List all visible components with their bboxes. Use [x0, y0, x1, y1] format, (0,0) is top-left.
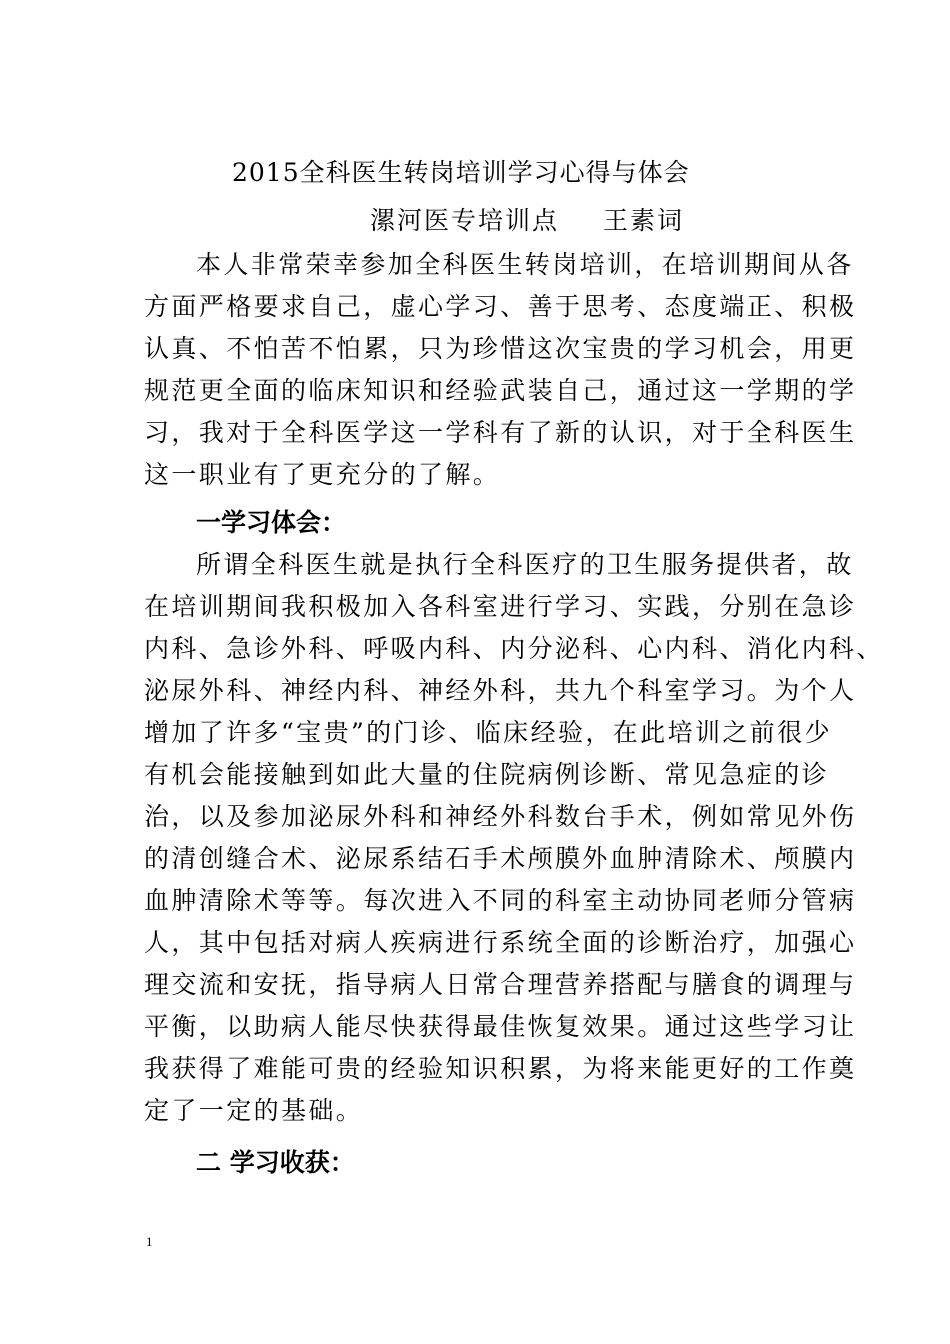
- paragraph-line: 定了一定的基础。: [144, 1096, 364, 1125]
- paragraph-line: 血肿清除术等等。每次进入不同的科室主动协同老师分管病: [144, 886, 857, 915]
- section-heading: 二 学习收获：: [196, 1148, 355, 1177]
- author-name: 王素词: [603, 206, 685, 235]
- paragraph-line: 内科、急诊外科、呼吸内科、内分泌科、心内科、消化内科、: [144, 634, 884, 663]
- paragraph-line: 认真、不怕苦不怕累，只为珍惜这次宝贵的学习机会，用更: [144, 334, 857, 363]
- paragraph-line: 在培训期间我积极加入各科室进行学习、实践，分别在急诊: [144, 592, 857, 621]
- paragraph-line: 人，其中包括对病人疾病进行系统全面的诊断治疗，加强心: [144, 928, 857, 957]
- page-number: 1: [146, 1234, 153, 1249]
- paragraph-line: 本人非常荣幸参加全科医生转岗培训，在培训期间从各: [196, 250, 854, 279]
- paragraph-line: 规范更全面的临床知识和经验武装自己，通过这一学期的学: [144, 376, 857, 405]
- document-title: 2015全科医生转岗培训学习心得与体会: [232, 158, 690, 187]
- paragraph-line: 习，我对于全科医学这一学科有了新的认识，对于全科医生: [144, 418, 857, 447]
- paragraph-line: 治，以及参加泌尿外科和神经外科数台手术，例如常见外伤: [144, 802, 857, 831]
- author-line: [370, 204, 684, 238]
- author-organization: 漯河医专培训点: [370, 206, 560, 235]
- paragraph-line: 的清创缝合术、泌尿系结石手术颅膜外血肿清除术、颅膜内: [144, 844, 857, 873]
- paragraph-line: 理交流和安抚，指导病人日常合理营养搭配与膳食的调理与: [144, 970, 857, 999]
- paragraph-line: 这一职业有了更充分的了解。: [144, 460, 501, 489]
- paragraph-line: 增加了许多“宝贵”的门诊、临床经验，在此培训之前很少: [144, 718, 832, 747]
- paragraph-line: 我获得了难能可贵的经验知识积累，为将来能更好的工作奠: [144, 1054, 857, 1083]
- paragraph-line: 有机会能接触到如此大量的住院病例诊断、常见急症的诊: [144, 760, 830, 789]
- paragraph-line: 泌尿外科、神经内科、神经外科，共九个科室学习。为个人: [144, 676, 857, 705]
- section-heading: 一学习体会：: [196, 508, 347, 537]
- paragraph-line: 平衡，以助病人能尽快获得最佳恢复效果。通过这些学习让: [144, 1012, 857, 1041]
- paragraph-line: 方面严格要求自己，虚心学习、善于思考、态度端正、积极: [144, 292, 857, 321]
- paragraph-line: 所谓全科医生就是执行全科医疗的卫生服务提供者，故: [196, 550, 854, 579]
